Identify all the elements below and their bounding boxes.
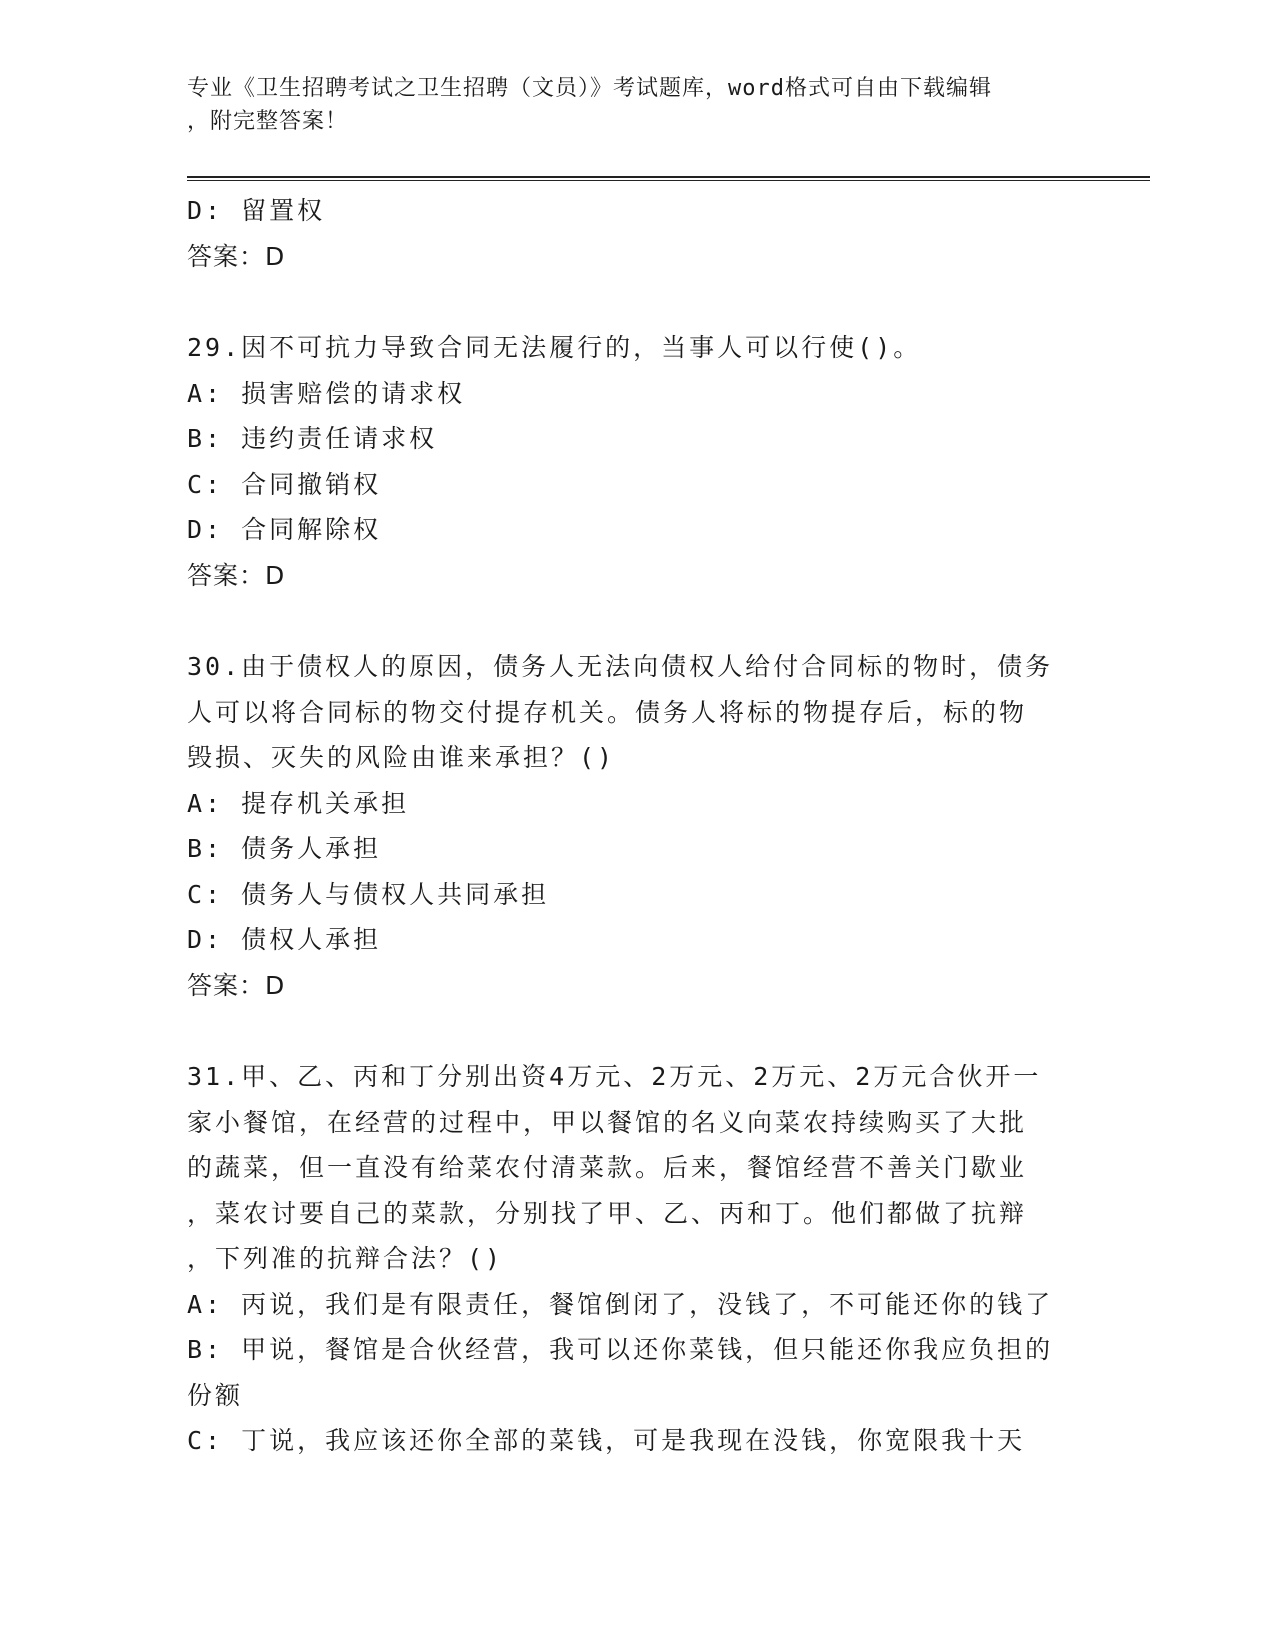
question-31 <box>187 1054 1087 1464</box>
question-29-option-c: C: 合同撤销权 <box>187 469 382 499</box>
header-line-2: ，附完整答案！ <box>187 109 349 134</box>
question-31-stem-line-3: 的蔬菜，但一直没有给菜农付清菜款。后来，餐馆经营不善关门歇业 <box>187 1153 1028 1182</box>
question-29-option-d: D: 合同解除权 <box>187 515 382 544</box>
question-29-answer: 答案：D <box>187 560 286 590</box>
question-31-option-a: A: 丙说，我们是有限责任，餐馆倒闭了，没钱了，不可能还你的钱了 <box>187 1289 1054 1319</box>
question-30-answer: 答案：D <box>187 970 286 1000</box>
prev-answer: 答案：D <box>187 241 286 271</box>
question-30-stem-line-1: 30.由于债权人的原因，债务人无法向债权人给付合同标的物时，债务 <box>187 652 1054 681</box>
question-31-stem-line-4: ，菜农讨要自己的菜款，分别找了甲、乙、丙和丁。他们都做了抗辩 <box>187 1198 1028 1228</box>
question-30-option-c: C: 债务人与债权人共同承担 <box>187 879 550 909</box>
header-line-1: 专业《卫生招聘考试之卫生招聘（文员）》考试题库，word格式可自由下载编辑 <box>187 76 992 101</box>
question-31-option-c: C: 丁说，我应该还你全部的菜钱，可是我现在没钱，你宽限我十天 <box>187 1426 1026 1455</box>
question-31-option-b: B: 甲说，餐馆是合伙经营，我可以还你菜钱，但只能还你我应负担的 <box>187 1335 1054 1364</box>
question-30-option-d: D: 债权人承担 <box>187 925 382 954</box>
spacer <box>187 1008 1087 1054</box>
question-30 <box>187 644 1087 1008</box>
question-31-option-b-continued: 份额 <box>187 1380 244 1410</box>
spacer <box>187 279 1087 325</box>
document-header <box>187 72 1067 138</box>
question-30-stem-line-3: 毁损、灭失的风险由谁来承担？() <box>187 743 616 772</box>
question-29-option-a: A: 损害赔偿的请求权 <box>187 378 466 408</box>
question-31-stem-line-2: 家小餐馆，在经营的过程中，甲以餐馆的名义向菜农持续购买了大批 <box>187 1107 1028 1137</box>
question-30-stem-line-2: 人可以将合同标的物交付提存机关。债务人将标的物提存后，标的物 <box>187 697 1028 727</box>
prev-option-d: D: 留置权 <box>187 196 326 225</box>
question-list <box>187 188 1087 1464</box>
question-31-stem-line-1: 31.甲、乙、丙和丁分别出资4万元、2万元、2万元、2万元合伙开一 <box>187 1062 1042 1091</box>
spacer <box>187 598 1087 644</box>
question-29 <box>187 325 1087 598</box>
question-29-option-b: B: 违约责任请求权 <box>187 424 438 453</box>
question-30-option-a: A: 提存机关承担 <box>187 788 410 818</box>
question-30-option-b: B: 债务人承担 <box>187 834 382 863</box>
question-29-stem: 29.因不可抗力导致合同无法履行的，当事人可以行使()。 <box>187 333 922 362</box>
header-divider <box>187 176 1150 181</box>
question-31-stem-line-5: ，下列准的抗辩合法？() <box>187 1244 504 1273</box>
